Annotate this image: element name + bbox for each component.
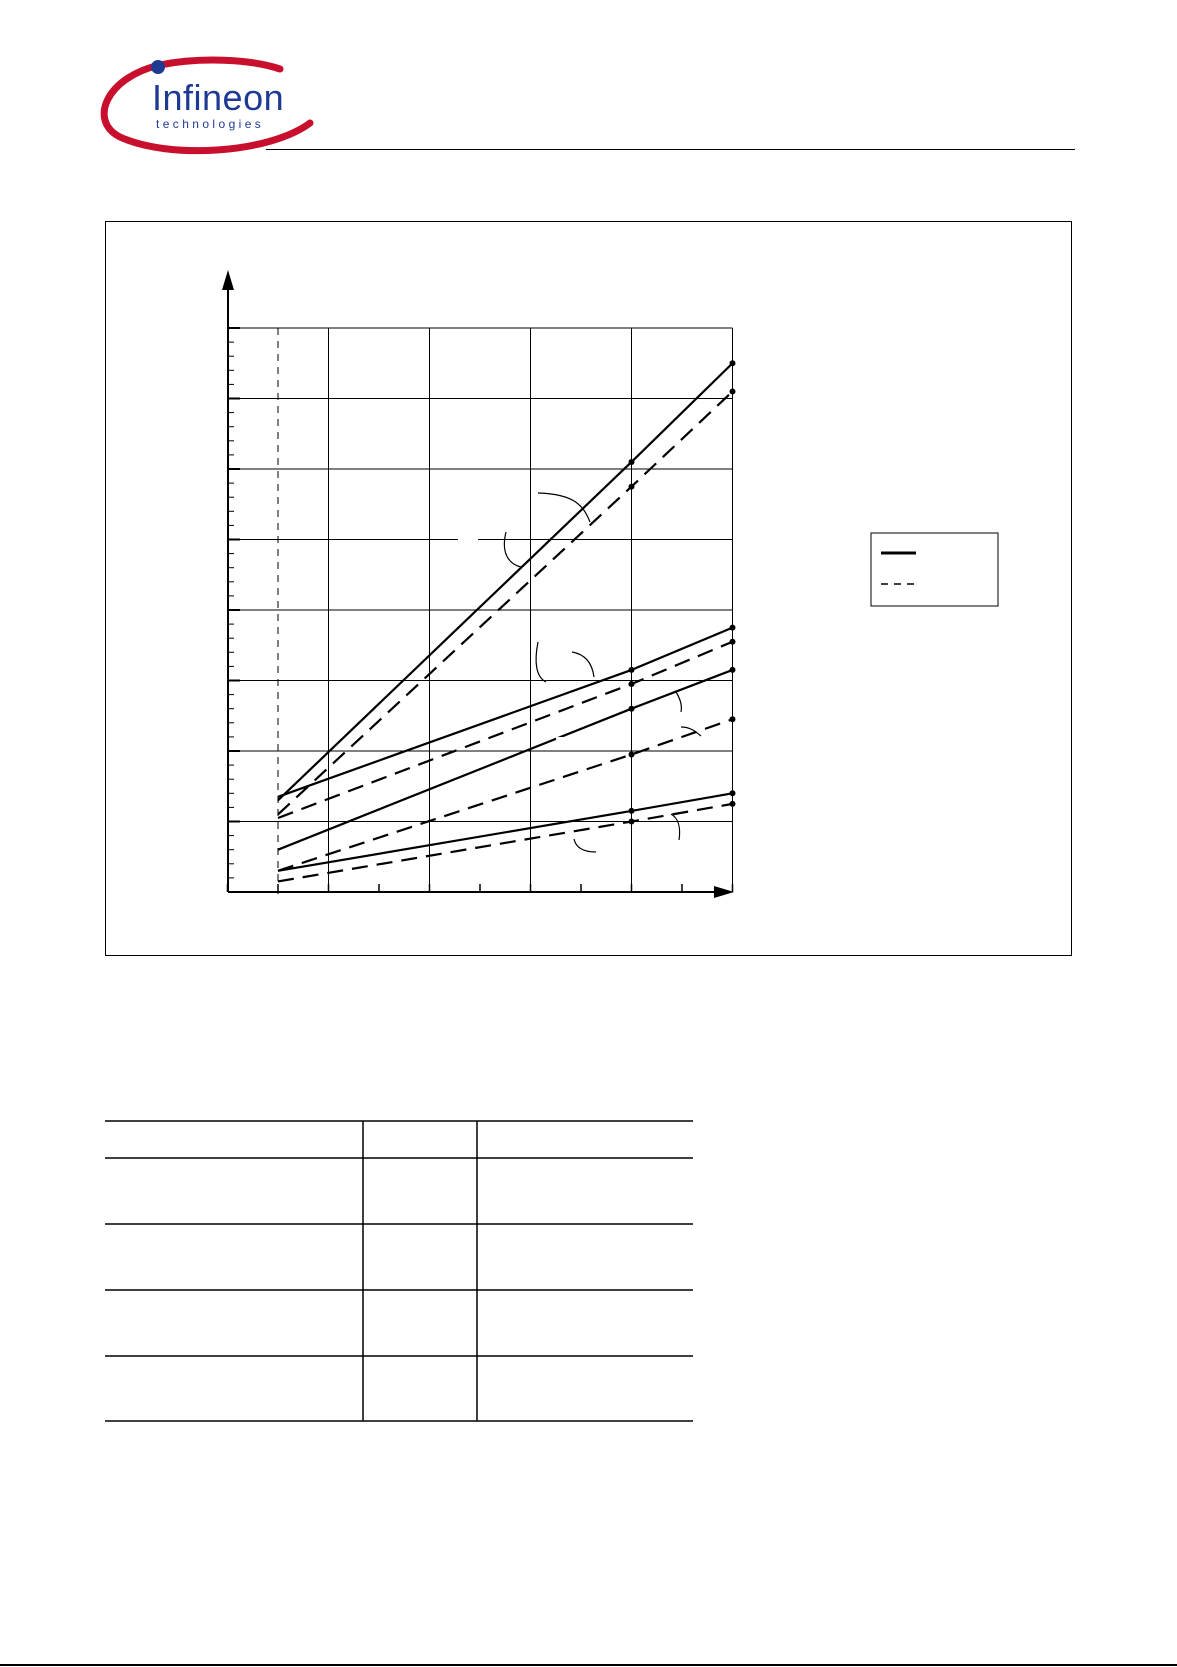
label-gap bbox=[576, 454, 621, 462]
leader-arrow-icon bbox=[671, 814, 680, 840]
series-point bbox=[629, 752, 635, 758]
logo-wordmark: Infineon bbox=[152, 77, 285, 118]
series-point bbox=[730, 801, 736, 807]
leader-arrow-icon bbox=[504, 532, 521, 567]
figure-frame bbox=[105, 221, 1072, 956]
series-point bbox=[730, 639, 736, 645]
series-point bbox=[629, 681, 635, 687]
legend-box bbox=[871, 533, 998, 606]
series-point bbox=[730, 667, 736, 673]
leader-arrow-icon bbox=[574, 839, 596, 852]
leader-arrow-icon bbox=[536, 642, 546, 682]
data-table bbox=[105, 1120, 693, 1422]
footer-rule bbox=[0, 1664, 1177, 1666]
line-chart bbox=[106, 222, 1071, 955]
series-point bbox=[629, 819, 635, 825]
label-gap bbox=[556, 737, 586, 745]
table-grid bbox=[105, 1120, 693, 1422]
series-point bbox=[629, 484, 635, 490]
series-point bbox=[629, 667, 635, 673]
series-point bbox=[730, 625, 736, 631]
series-point bbox=[629, 706, 635, 712]
x-axis-arrow-icon bbox=[714, 886, 734, 898]
series-point bbox=[730, 360, 736, 366]
series-line-b-dashed bbox=[278, 642, 733, 818]
series-point bbox=[629, 808, 635, 814]
series-line-c-solid bbox=[278, 670, 733, 850]
leader-arrow-icon bbox=[572, 652, 594, 677]
series-point bbox=[629, 459, 635, 465]
y-axis-arrow-icon bbox=[222, 270, 234, 290]
label-gap bbox=[458, 537, 478, 545]
series-point bbox=[730, 790, 736, 796]
series-point bbox=[730, 716, 736, 722]
infineon-logo bbox=[100, 55, 320, 155]
series-line-d-solid bbox=[278, 793, 733, 871]
leader-arrow-icon bbox=[538, 493, 590, 522]
series-line-d-dashed bbox=[278, 804, 733, 882]
leader-arrow-icon bbox=[676, 692, 681, 712]
header-rule bbox=[266, 149, 1075, 150]
series-line-c-dashed bbox=[278, 719, 733, 871]
series-line-b-solid bbox=[278, 628, 733, 797]
logo-subtitle: technologies bbox=[156, 117, 265, 131]
series-line-a-solid bbox=[278, 363, 733, 800]
series-point bbox=[730, 388, 736, 394]
